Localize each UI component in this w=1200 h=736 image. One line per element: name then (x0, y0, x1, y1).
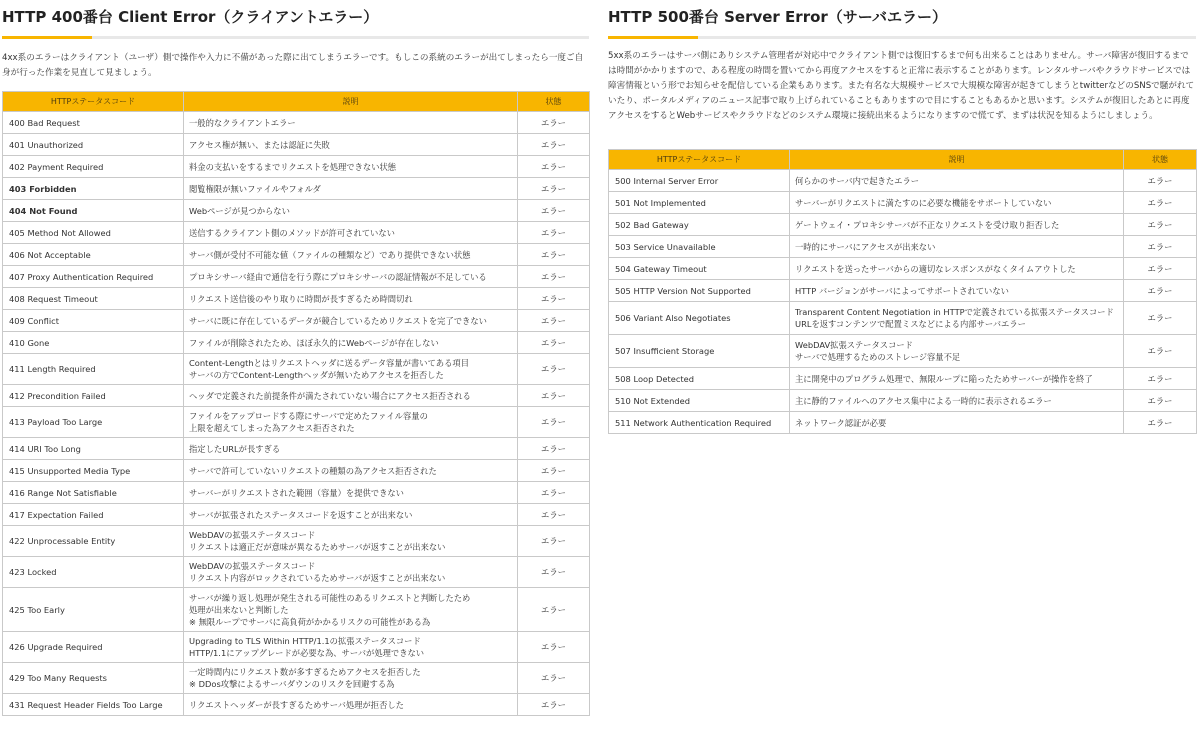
table-row (3, 222, 590, 244)
status-cell: エラー (1124, 192, 1197, 214)
status-code-cell: 407 Proxy Authentication Required (3, 266, 184, 288)
description-line: 主に開発中のプログラム処理で、無限ループに陥ったためサーバーが操作を終了 (795, 373, 1093, 384)
status-cell: エラー (1124, 214, 1197, 236)
column-header-description: 説明 (184, 92, 518, 112)
status-code-cell: 423 Locked (3, 557, 184, 588)
status-cell: エラー (518, 354, 590, 385)
table-row (609, 302, 1197, 335)
column-header-status: 状態 (1124, 150, 1197, 170)
table-row (3, 156, 590, 178)
description-cell (790, 390, 1124, 412)
table-row (609, 192, 1197, 214)
status-cell: エラー (1124, 170, 1197, 192)
description-line: WebDAV拡張ステータスコード (795, 340, 913, 350)
status-code-cell: 429 Too Many Requests (3, 663, 184, 694)
table-row (3, 438, 590, 460)
table-header-row (609, 150, 1197, 170)
status-cell: エラー (518, 332, 590, 354)
description-line: サーバーがリクエストされた範囲（容量）を提供できない (189, 487, 404, 498)
status-code-cell: 412 Precondition Failed (3, 385, 184, 407)
status-cell: エラー (518, 526, 590, 557)
table-row (3, 332, 590, 354)
description-line: 料金の支払いをするまでリクエストを処理できない状態 (189, 161, 397, 172)
description-line: アクセス権が無い、または認証に失敗 (189, 139, 330, 150)
status-cell: エラー (518, 385, 590, 407)
description-cell (790, 335, 1124, 368)
status-code-cell: 411 Length Required (3, 354, 184, 385)
table-row (3, 588, 590, 632)
description-line: HTTP/1.1にアップグレードが必要な為、サーバが処理できない (189, 648, 425, 658)
status-code-cell: 409 Conflict (3, 310, 184, 332)
description-cell (184, 632, 518, 663)
status-cell: エラー (518, 460, 590, 482)
status-code-cell: 422 Unprocessable Entity (3, 526, 184, 557)
status-cell: エラー (518, 632, 590, 663)
description-line: WebDAVの拡張ステータスコード (189, 530, 316, 540)
description-line: サーバ側が受付不可能な値（ファイルの種類など）であり提供できない状態 (189, 249, 471, 260)
description-cell (184, 200, 518, 222)
description-cell (790, 280, 1124, 302)
status-cell: エラー (518, 200, 590, 222)
status-cell: エラー (1124, 280, 1197, 302)
description-line: サーバの方でContent-Lengthヘッダが無いためアクセスを拒否した (189, 370, 444, 380)
table-header-row (3, 92, 590, 112)
description-cell (790, 412, 1124, 434)
status-cell: エラー (1124, 390, 1197, 412)
table-row (3, 354, 590, 385)
client-error-heading: HTTP 400番台 Client Error（クライアントエラー） (2, 0, 589, 39)
status-code-cell: 410 Gone (3, 332, 184, 354)
description-line: 閲覧権限が無いファイルやフォルダ (189, 183, 321, 194)
table-row (3, 385, 590, 407)
column-header-description: 説明 (790, 150, 1124, 170)
client-error-table-body (3, 112, 590, 716)
table-row (609, 335, 1197, 368)
description-cell (184, 694, 518, 716)
status-cell: エラー (1124, 236, 1197, 258)
table-row (3, 178, 590, 200)
description-cell (184, 134, 518, 156)
status-code-cell: 400 Bad Request (3, 112, 184, 134)
description-cell (184, 244, 518, 266)
description-line: リクエストを送ったサーバからの適切なレスポンスがなくタイムアウトした (795, 263, 1076, 274)
status-cell: エラー (518, 557, 590, 588)
description-cell (184, 504, 518, 526)
description-line: 一般的なクライアントエラー (189, 117, 296, 128)
status-code-cell: 507 Insufficient Storage (609, 335, 790, 368)
description-cell (184, 557, 518, 588)
status-cell: エラー (518, 482, 590, 504)
description-line: ※ DDos攻撃によるサーバダウンのリスクを回避する為 (189, 679, 395, 689)
description-cell (184, 288, 518, 310)
status-cell: エラー (518, 663, 590, 694)
status-cell: エラー (1124, 335, 1197, 368)
description-line: 何らかのサーバ内で起きたエラー (795, 175, 920, 186)
description-line: 指定したURLが長すぎる (189, 443, 281, 454)
status-code-cell: 413 Payload Too Large (3, 407, 184, 438)
description-cell (184, 482, 518, 504)
description-cell (790, 192, 1124, 214)
server-error-intro: 5xx系のエラーはサーバ側にありシステム管理者が対応中でクライアント側では復旧するまで何も出来ることはありません。サーバ障害が復旧するまでは時間がかかりますので、ある程度の時間を置いてから再度アクセスをすると正常に表示することがあります。レンタルサーバやクラウドサービスでは障害情報という形でお知らせを配信している企業もあります。また有名な大規模サービスで大規模な障害が起きてしまうとtwitterなどのSNSで騒がれていたり、ポータルメディアのニュース記事で取り上げられていることもありますので目にすることもあるかと思います。システムが復旧したあとに再度アクセスをするとWebサービスやクラウドなどのシステム環境に接続出来るようになりますので慌てず、まずは状況を知るようにしましょう。 (608, 51, 1195, 121)
description-line: ネットワーク認証が必要 (795, 417, 887, 428)
table-row (609, 368, 1197, 390)
status-cell: エラー (518, 244, 590, 266)
description-cell (790, 170, 1124, 192)
description-line: ゲートウェイ・プロキシサーバが不正なリクエストを受け取り拒否した (795, 219, 1060, 230)
description-line: ヘッダで定義された前提条件が満たされていない場合にアクセス拒否される (189, 390, 471, 401)
table-row (609, 258, 1197, 280)
description-cell (790, 258, 1124, 280)
description-cell (790, 302, 1124, 335)
status-code-cell: 501 Not Implemented (609, 192, 790, 214)
status-cell: エラー (518, 266, 590, 288)
status-cell: エラー (518, 438, 590, 460)
status-cell: エラー (518, 694, 590, 716)
description-cell (184, 310, 518, 332)
status-cell: エラー (1124, 368, 1197, 390)
server-error-section (608, 0, 1196, 434)
description-line: Content-Lengthとはリクエストヘッダに送るデータ容量が書いてある項目 (189, 358, 469, 368)
status-code-cell: 503 Service Unavailable (609, 236, 790, 258)
table-row (3, 557, 590, 588)
status-cell: エラー (518, 134, 590, 156)
description-line: ファイルをアップロードする際にサーバで定めたファイル容量の (189, 411, 428, 421)
description-cell (184, 332, 518, 354)
table-row (3, 200, 590, 222)
status-cell: エラー (518, 588, 590, 632)
description-cell (184, 354, 518, 385)
table-row (3, 310, 590, 332)
table-row (609, 390, 1197, 412)
description-cell (790, 214, 1124, 236)
description-line: 主に静的ファイルへのアクセス集中による一時的に表示されるエラー (795, 395, 1052, 406)
status-cell: エラー (518, 288, 590, 310)
description-cell (184, 178, 518, 200)
description-cell (184, 385, 518, 407)
status-cell: エラー (518, 310, 590, 332)
table-row (609, 280, 1197, 302)
description-line: リクエスト内容がロックされているためサーバが返すことが出来ない (189, 573, 446, 583)
description-line: サーバに既に存在しているデータが競合しているためリクエストを完了できない (189, 315, 487, 326)
server-error-table-body (609, 170, 1197, 434)
status-code-cell: 404 Not Found (3, 200, 184, 222)
table-row (3, 526, 590, 557)
description-cell (184, 266, 518, 288)
description-line: サーバが繰り返し処理が発生される可能性のあるリクエストと判断したため (189, 592, 471, 603)
status-cell: エラー (518, 178, 590, 200)
table-row (3, 504, 590, 526)
status-code-cell: 511 Network Authentication Required (609, 412, 790, 434)
description-cell (184, 588, 518, 632)
status-code-cell: 408 Request Timeout (3, 288, 184, 310)
description-line: ファイルが削除されたため、ほぼ永久的にWebページが存在しない (189, 337, 439, 348)
table-row (3, 134, 590, 156)
table-row (3, 112, 590, 134)
table-row (3, 266, 590, 288)
table-row (609, 214, 1197, 236)
column-header-code: HTTPステータスコード (609, 150, 790, 170)
table-row (609, 412, 1197, 434)
description-cell (790, 368, 1124, 390)
server-error-table (608, 149, 1197, 434)
status-code-cell: 425 Too Early (3, 588, 184, 632)
description-line: Webページが見つからない (189, 205, 290, 216)
status-code-cell: 406 Not Acceptable (3, 244, 184, 266)
column-header-status: 状態 (518, 92, 590, 112)
client-error-intro: 4xx系のエラーはクライアント（ユーザ）側で操作や入力に不備があった際に出てしまうエラーです。もしこの系統のエラーが出てしまったら一度ご自身が行った作業を見直して見ましょう。 (2, 53, 584, 78)
table-row (3, 694, 590, 716)
status-code-cell: 414 URI Too Long (3, 438, 184, 460)
client-error-section (2, 0, 589, 716)
table-row (3, 288, 590, 310)
description-cell (790, 236, 1124, 258)
description-line: 上限を超えてしまった為アクセス拒否された (189, 423, 355, 433)
description-line: サーバで許可していないリクエストの種類の為アクセス拒否された (189, 465, 437, 476)
description-cell (184, 156, 518, 178)
table-row (609, 236, 1197, 258)
description-line: 一時的にサーバにアクセスが出来ない (795, 241, 936, 252)
description-line: サーバで処理するためのストレージ容量不足 (795, 352, 961, 362)
status-cell: エラー (1124, 258, 1197, 280)
description-line: 処理が出来ないと判断した (189, 604, 289, 615)
description-line: HTTP バージョンがサーバによってサポートされていない (795, 285, 1009, 296)
table-row (3, 407, 590, 438)
status-code-cell: 505 HTTP Version Not Supported (609, 280, 790, 302)
status-cell: エラー (518, 407, 590, 438)
status-code-cell: 401 Unauthorized (3, 134, 184, 156)
status-code-cell: 416 Range Not Satisfiable (3, 482, 184, 504)
description-line: リクエスト送信後のやり取りに時間が長すぎるため時間切れ (189, 293, 413, 304)
status-cell: エラー (518, 222, 590, 244)
description-cell (184, 112, 518, 134)
status-code-cell: 510 Not Extended (609, 390, 790, 412)
table-row (609, 170, 1197, 192)
status-cell: エラー (1124, 302, 1197, 335)
status-code-cell: 405 Method Not Allowed (3, 222, 184, 244)
status-cell: エラー (518, 156, 590, 178)
table-row (3, 482, 590, 504)
description-line: Transparent Content Negotiation in HTTPで定義されている拡張ステータスコード (795, 307, 1114, 317)
description-line: 送信するクライアント側のメソッドが許可されていない (189, 227, 395, 238)
description-line: サーバが拡張されたステータスコードを返すことが出来ない (189, 509, 413, 520)
description-line: リクエストヘッダーが長すぎるためサーバ処理が拒否した (189, 699, 404, 710)
description-line: 一定時間内にリクエスト数が多すぎるためアクセスを拒否した (189, 667, 421, 677)
status-cell: エラー (518, 112, 590, 134)
description-cell (184, 407, 518, 438)
status-code-cell: 426 Upgrade Required (3, 632, 184, 663)
status-code-cell: 415 Unsupported Media Type (3, 460, 184, 482)
status-code-cell: 431 Request Header Fields Too Large (3, 694, 184, 716)
status-code-cell: 504 Gateway Timeout (609, 258, 790, 280)
table-row (3, 632, 590, 663)
description-cell (184, 663, 518, 694)
status-code-cell: 506 Variant Also Negotiates (609, 302, 790, 335)
description-line: WebDAVの拡張ステータスコード (189, 561, 316, 571)
description-line: Upgrading to TLS Within HTTP/1.1の拡張ステータスコード (189, 636, 421, 646)
status-code-cell: 502 Bad Gateway (609, 214, 790, 236)
description-line: リクエストは適正だが意味が異なるためサーバが返すことが出来ない (189, 542, 446, 552)
client-error-table (2, 91, 590, 716)
server-error-heading: HTTP 500番台 Server Error（サーバエラー） (608, 0, 1196, 39)
status-cell: エラー (1124, 412, 1197, 434)
description-line: プロキシサーバ経由で通信を行う際にプロキシサーバの認証情報が不足している (189, 271, 487, 282)
table-row (3, 663, 590, 694)
table-row (3, 460, 590, 482)
status-cell: エラー (518, 504, 590, 526)
table-row (3, 244, 590, 266)
description-line: URLを返すコンテンツで配置ミスなどによる内部サーバエラー (795, 319, 1026, 329)
description-cell (184, 460, 518, 482)
description-cell (184, 438, 518, 460)
column-header-code: HTTPステータスコード (3, 92, 184, 112)
status-code-cell: 402 Payment Required (3, 156, 184, 178)
status-code-cell: 508 Loop Detected (609, 368, 790, 390)
description-cell (184, 526, 518, 557)
description-line: ※ 無限ループでサーバに高負荷がかかるリスクの可能性がある為 (189, 616, 431, 627)
status-code-cell: 500 Internal Server Error (609, 170, 790, 192)
description-cell (184, 222, 518, 244)
description-line: サーバーがリクエストに満たすのに必要な機能をサポートしていない (795, 197, 1052, 208)
status-code-cell: 417 Expectation Failed (3, 504, 184, 526)
status-code-cell: 403 Forbidden (3, 178, 184, 200)
